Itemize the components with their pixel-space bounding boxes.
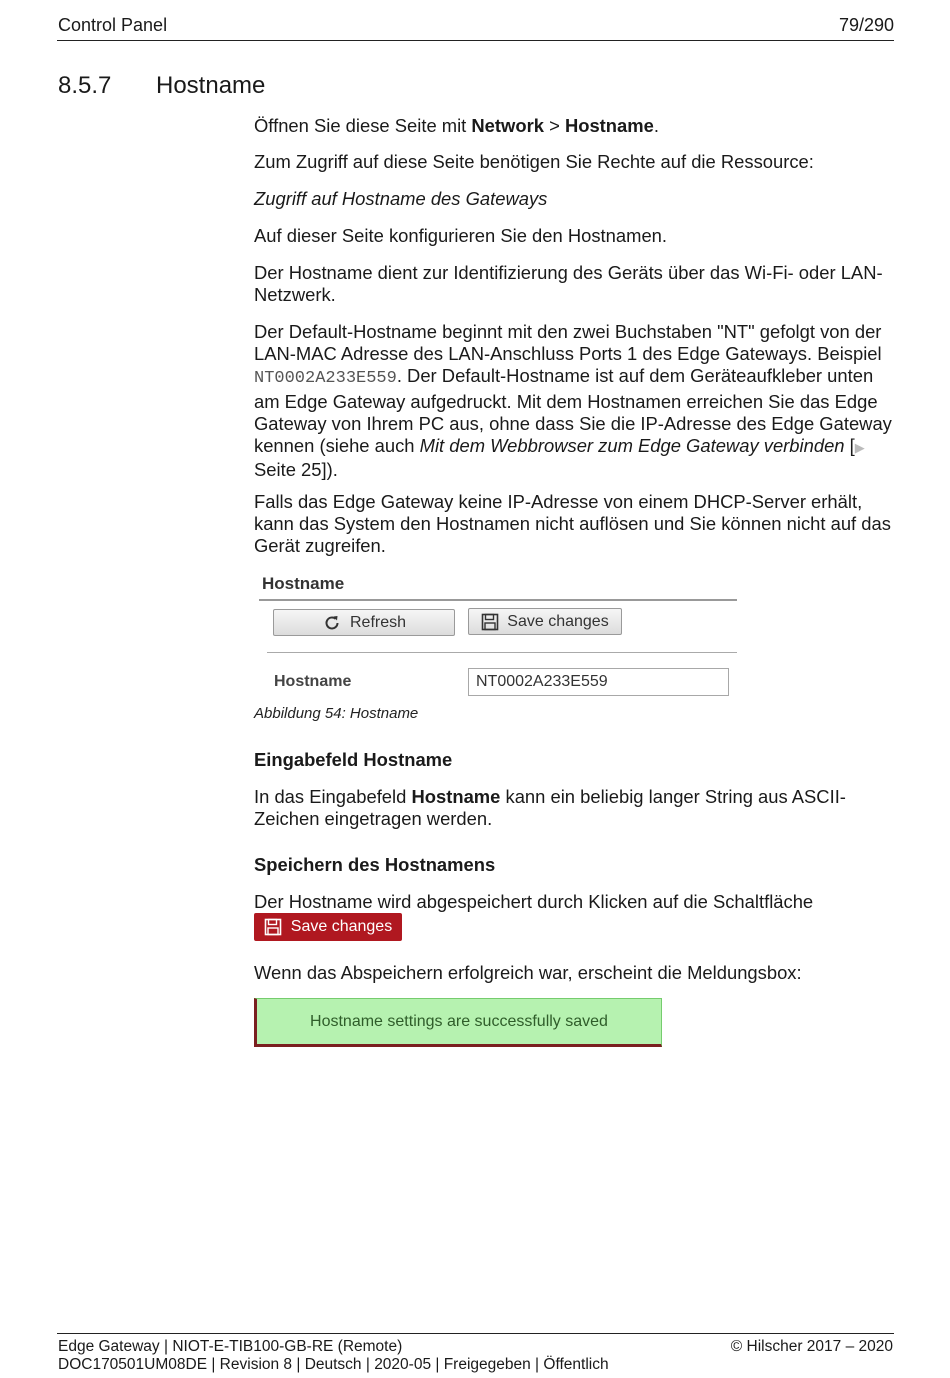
footer-copyright: © Hilscher 2017 – 2020: [730, 1338, 893, 1355]
footer-document-info: DOC170501UM08DE | Revision 8 | Deutsch | 2020-05 | Freigegeben | Öffentlich: [58, 1356, 609, 1373]
floppy-disk-icon: [264, 918, 282, 936]
paragraph-input-field: In das Eingabefeld Hostname kann ein beliebig langer String aus ASCII-Zeichen eingetragen werden.: [254, 786, 846, 830]
paragraph-save-hostname: Der Hostname wird abgespeichert durch Klicken auf die Schaltfläche: [254, 891, 814, 912]
paragraph-open-page: Öffnen Sie diese Seite mit Network > Hostname.: [254, 115, 659, 136]
refresh-button-label: Refresh: [349, 613, 407, 631]
arrow-right-icon: ▶: [854, 440, 865, 456]
save-changes-red-button[interactable]: [254, 913, 402, 941]
figure-caption: Abbildung 54: Hostname: [254, 705, 419, 722]
refresh-button[interactable]: [273, 609, 455, 636]
section-number: 8.5.7: [58, 72, 112, 99]
example-hostname-code: NT0002A233E559: [254, 369, 397, 389]
header-title: Control Panel: [58, 15, 168, 35]
hostname-input[interactable]: NT0002A233E559: [468, 668, 729, 696]
paragraph-identification: Der Hostname dient zur Identifizierung des Geräts über das Wi-Fi- oder LAN-Netzwerk.: [254, 262, 883, 306]
save-changes-label: Save changes: [507, 612, 609, 630]
section-title: Hostname: [156, 72, 266, 99]
paragraph-dhcp: Falls das Edge Gateway keine IP-Adresse von einem DHCP-Server erhält, kann das System den Hostnamen nicht auflösen und Sie können nicht auf das Gerät zugreifen.: [254, 491, 891, 557]
paragraph-configure: Auf dieser Seite konfigurieren Sie den Hostnamen.: [254, 225, 668, 246]
paragraph-rights: Zum Zugriff auf diese Seite benötigen Sie Rechte auf die Ressource:: [254, 151, 814, 172]
success-message-text: Hostname settings are successfully saved: [310, 1012, 608, 1030]
subheading-save-hostname: Speichern des Hostnamens: [254, 854, 496, 875]
subheading-input-field: Eingabefeld Hostname: [254, 749, 453, 770]
floppy-disk-icon: [481, 613, 499, 631]
figure-divider-2: [267, 652, 737, 653]
paragraph-default-hostname: Der Default-Hostname beginnt mit den zwei Buchstaben "NT" gefolgt von der LAN-MAC Adresse des LAN-Anschluss Ports 1 des Edge Gateways. Beispiel NT0002A233E559. Der Default-Hostname ist auf dem Geräteaufkleber unten am Edge Gateway aufgedruckt. Mit dem Hostnamen erreichen Sie das Edge Gateway von Ihrem PC aus, ohne dass Sie die IP-Adresse des Edge Gateway kennen (siehe auch Mit dem Webbrowser zum Edge Gateway verbinden [▶ Seite 25]).: [254, 321, 892, 481]
footer-divider: [57, 1333, 894, 1334]
save-changes-red-label: Save changes: [290, 918, 393, 935]
success-message-box: [254, 998, 662, 1047]
paragraph-message-box: Wenn das Abspeichern erfolgreich war, erscheint die Meldungsbox:: [254, 962, 802, 983]
refresh-icon: [322, 613, 342, 633]
figure-panel-title: Hostname: [262, 574, 345, 593]
cross-reference-link[interactable]: Mit dem Webbrowser zum Edge Gateway verbinden: [419, 435, 845, 457]
header-divider: [57, 40, 894, 41]
figure-divider: [259, 599, 737, 601]
page-number: 79/290: [838, 15, 894, 35]
save-changes-button[interactable]: [468, 608, 622, 635]
hostname-field-label: Hostname: [274, 673, 352, 690]
paragraph-resource: Zugriff auf Hostname des Gateways: [254, 188, 548, 209]
footer-product: Edge Gateway | NIOT-E-TIB100-GB-RE (Remote): [58, 1338, 403, 1355]
